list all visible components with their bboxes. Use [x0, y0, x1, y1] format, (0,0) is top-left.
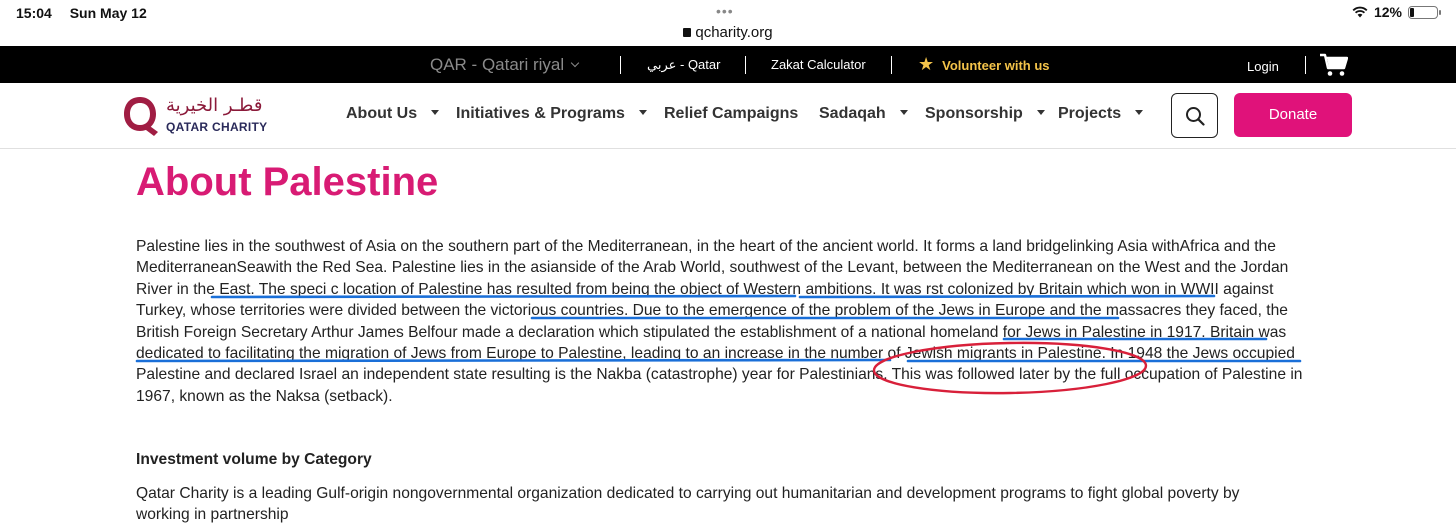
battery-icon: [1408, 6, 1438, 19]
chevron-down-icon: [571, 59, 579, 67]
language-selector[interactable]: عربي - Qatar: [647, 57, 721, 72]
logo-arabic-text: قطـر الخيرية: [166, 95, 263, 116]
volunteer-label: Volunteer with us: [942, 58, 1050, 73]
status-time-date: [16, 5, 147, 21]
nav-label: About Us: [346, 105, 418, 122]
currency-selector[interactable]: [430, 46, 578, 83]
divider: [745, 56, 746, 74]
status-indicators: [1352, 4, 1438, 20]
search-icon: [1185, 106, 1205, 126]
caret-down-icon: [900, 110, 908, 115]
search-button[interactable]: [1171, 93, 1218, 138]
address-bar[interactable]: [0, 24, 1456, 41]
nav-sadaqah[interactable]: [819, 105, 908, 123]
nav-relief-campaigns[interactable]: [664, 105, 798, 123]
nav-label: Initiatives & Programs: [456, 105, 625, 122]
nav-about-us[interactable]: [346, 105, 439, 123]
status-time: 15:04: [16, 5, 52, 21]
nav-label: Relief Campaigns: [664, 105, 799, 122]
caret-down-icon: [1135, 110, 1143, 115]
lock-icon: [683, 28, 691, 37]
nav-label: Sponsorship: [925, 105, 1023, 122]
nav-projects[interactable]: [1058, 105, 1143, 123]
divider: [1305, 56, 1306, 74]
url-text: qcharity.org: [695, 24, 773, 41]
cart-icon[interactable]: [1320, 53, 1348, 77]
nav-sponsorship[interactable]: [925, 105, 1045, 123]
nav-initiatives-programs[interactable]: [456, 105, 647, 123]
main-navbar: [0, 83, 1456, 149]
about-paragraph: Palestine lies in the southwest of Asia on the southern part of the Mediterranean, in the heart of the ancient world. It forms a land bridgelinking Asia withAfrica and the MediterraneanSeawith the Red Sea. Palestine lies in the asianside of the Arab World, southwest of the Levant, between the Mediterranean on the West and the Jordan River in the East. The speci c location of Palestine has resulted from being the object of Western ambitions. It was rst colonized by Britain which won in WWII against Turkey, whose territories were divided between the victorious countries. Due to the emergence of the problem of the Jews in Europe and the massacres they faced, the British Foreign Secretary Arthur James Belfour made a declaration which stipulated the establishment of a national homeland for Jews in Palestine in 1917. Britain was dedicated to facilitating the migration of Jews from Europe to Palestine, leading to an increase in the number of Jewish migrants in Palestine. In 1948 the Jews occupied Palestine and declared Israel an independent state resulting is the Nakba (catastrophe) year for Palestinians. This was followed later by the full occupation of Palestine in 1967, known as the Naksa (setback).: [136, 238, 1303, 405]
nav-label: Sadaqah: [819, 105, 886, 122]
logo-english-text: QATAR CHARITY: [166, 120, 268, 134]
status-bar: [0, 0, 1456, 46]
battery-percent: 12%: [1373, 4, 1402, 20]
volunteer-link[interactable]: [918, 46, 1050, 83]
section-heading: Investment volume by Category: [136, 451, 372, 468]
section-paragraph: Qatar Charity is a leading Gulf-origin nongovernmental organization dedicated to carrying out humanitarian and development programs to fight global poverty by working in partnership: [136, 485, 1240, 523]
wifi-icon: [1352, 6, 1368, 18]
caret-down-icon: [431, 110, 439, 115]
divider: [891, 56, 892, 74]
page-title: About Palestine: [136, 160, 439, 204]
login-link[interactable]: Login: [1247, 59, 1279, 74]
caret-down-icon: [1037, 110, 1045, 115]
logo-mark-icon: [120, 93, 160, 137]
multitask-dots-icon[interactable]: •••: [716, 3, 734, 19]
currency-label: QAR - Qatari riyal: [430, 55, 565, 74]
caret-down-icon: [639, 110, 647, 115]
qatar-charity-logo[interactable]: [118, 93, 268, 137]
zakat-calculator-link[interactable]: Zakat Calculator: [771, 57, 866, 72]
star-icon: ★: [918, 54, 935, 74]
nav-label: Projects: [1058, 105, 1122, 122]
divider: [620, 56, 621, 74]
status-date: Sun May 12: [69, 5, 147, 21]
utility-bar: [0, 46, 1456, 83]
donate-button[interactable]: Donate: [1234, 93, 1352, 137]
